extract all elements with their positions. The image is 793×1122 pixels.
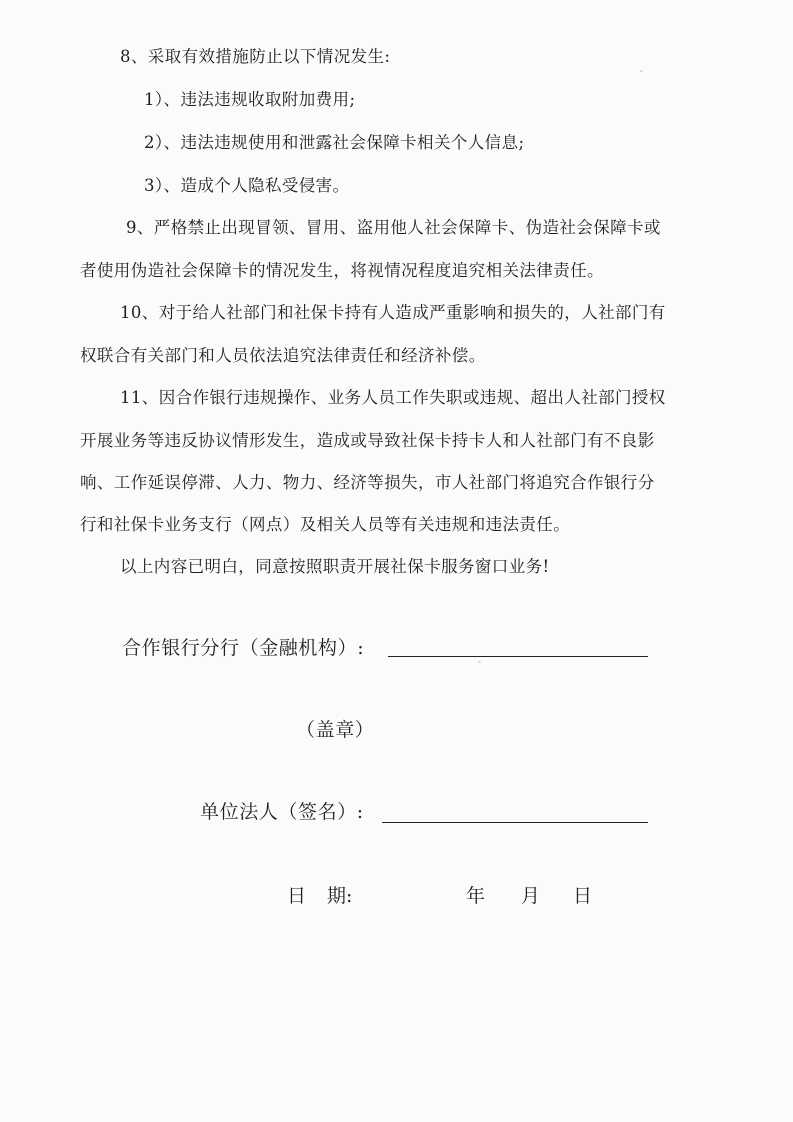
date-day-label: 日 bbox=[573, 885, 593, 907]
clause-11-line-3: 响、工作延误停滞、人力、物力、经济等损失，市人社部门将追究合作银行分 bbox=[80, 473, 655, 492]
confirmation-statement: 以上内容已明白，同意按照职责开展社保卡服务窗口业务! bbox=[120, 557, 550, 576]
clause-11-line-4: 行和社保卡业务支行（网点）及相关人员等有关违规和违法责任。 bbox=[80, 515, 571, 534]
date-label-char-1: 日 bbox=[287, 885, 307, 907]
clause-9-line-1: 9、严格禁止出现冒领、冒用、盗用他人社会保障卡、伪造社会保障卡或 bbox=[126, 218, 661, 237]
clause-11-line-2: 开展业务等违反协议情形发生，造成或导致社保卡持卡人和人社部门有不良影 bbox=[80, 431, 655, 450]
date-month-label: 月 bbox=[521, 885, 541, 907]
date-year-label: 年 bbox=[466, 885, 486, 907]
scan-speck bbox=[478, 661, 481, 663]
scan-speck bbox=[640, 70, 643, 72]
bank-branch-label: 合作银行分行（金融机构）: bbox=[122, 637, 365, 659]
clause-8-sub-1: 1）、违法违规收取附加费用; bbox=[144, 90, 356, 109]
clause-9-line-2: 者使用伪造社会保障卡的情况发生，将视情况程度追究相关法律责任。 bbox=[80, 261, 604, 280]
bank-branch-signature-line bbox=[388, 656, 648, 657]
legal-representative-label: 单位法人（签名）: bbox=[200, 801, 364, 823]
clause-8-sub-2: 2）、违法违规使用和泄露社会保障卡相关个人信息; bbox=[144, 133, 525, 152]
seal-label: （盖章） bbox=[296, 719, 375, 741]
clause-11-line-1: 11、因合作银行违规操作、业务人员工作失职或违规、超出人社部门授权 bbox=[120, 388, 666, 407]
date-label-char-2: 期: bbox=[327, 885, 353, 907]
clause-8: 8、采取有效措施防止以下情况发生: bbox=[120, 47, 391, 66]
legal-representative-signature-line bbox=[382, 822, 648, 823]
clause-10-line-1: 10、对于给人社部门和社保卡持有人造成严重影响和损失的，人社部门有 bbox=[120, 303, 666, 322]
clause-8-sub-3: 3）、造成个人隐私受侵害。 bbox=[144, 176, 350, 195]
clause-10-line-2: 权联合有关部门和人员依法追究法律责任和经济补偿。 bbox=[80, 346, 486, 365]
